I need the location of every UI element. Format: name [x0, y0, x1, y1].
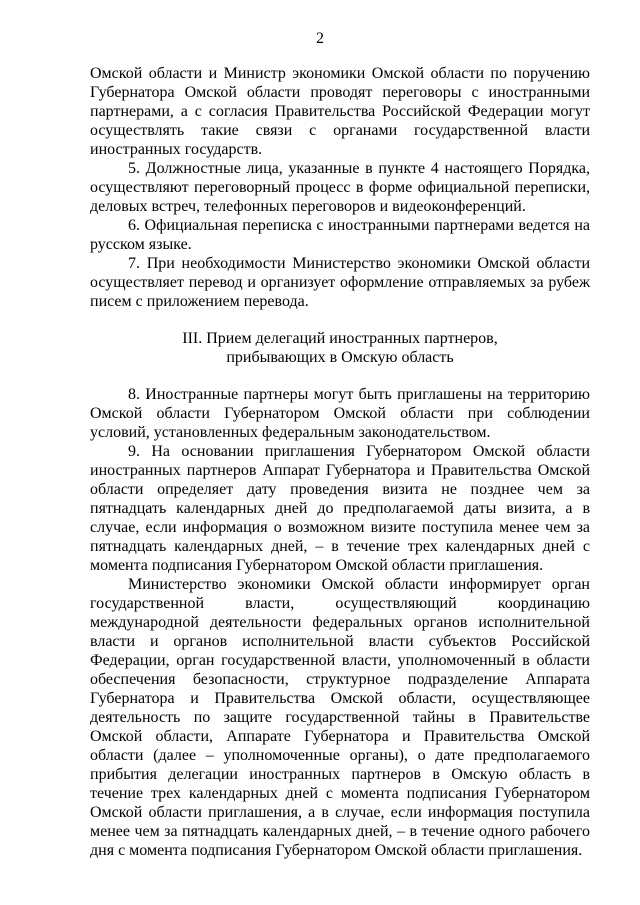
section-heading-line-1: III. Прием делегаций иностранных партнеров,: [182, 330, 498, 347]
paragraph-continuation: Омской области и Министр экономики Омской области по поручению Губернатора Омской области проводят переговоры с иностранными партнерами, а с согласия Правительства Российской Федерации могут осуществлять такие связи с органами государственной власти иностранных государств.: [90, 65, 590, 158]
document-body: [90, 64, 590, 860]
paragraphs-bottom: [90, 385, 590, 860]
paragraph-9: 9. На основании приглашения Губернатором Омской области иностранных партнеров Аппарат Губернатора и Правительства Омской области определяет дату проведения визита не позднее чем за пятнадцать календарных дней до предполагаемой даты визита, а в случае, если информация о возможном визите поступила менее чем за пятнадцать календарных дней, – в течение трех календарных дней с момента подписания Губернатором Омской области приглашения.: [90, 443, 590, 574]
paragraph-8: 8. Иностранные партнеры могут быть приглашены на территорию Омской области Губернатором Омской области при соблюдении условий, установленных федеральным законодательством.: [90, 386, 590, 441]
section-heading: [90, 329, 590, 367]
paragraph-7: 7. При необходимости Министерство экономики Омской области осуществляет перевод и организует оформление отправляемых за рубеж писем с приложением перевода.: [90, 255, 590, 310]
page-number: 2: [316, 30, 324, 47]
section-heading-line-2: прибывающих в Омскую область: [226, 349, 454, 366]
paragraph-6: 6. Официальная переписка с иностранными партнерами ведется на русском языке.: [90, 217, 590, 253]
paragraph-5: 5. Должностные лица, указанные в пункте 4 настоящего Порядка, осуществляют переговорный процесс в форме официальной переписки, деловых встреч, телефонных переговоров и видеоконференций.: [90, 160, 590, 215]
paragraph-ministry-informs: Министерство экономики Омской области информирует орган государственной власти, осуществляющий координацию международной деятельности федеральных органов исполнительной власти и органов исполнительной власти субъектов Российской Федерации, орган государственной власти, уполномоченный в области обеспечения безопасности, структурное подразделение Аппарата Губернатора и Правительства Омской области, осуществляющее деятельность по защите государственной тайны в Правительстве Омской области, Аппарате Губернатора и Правительства Омской области (далее – уполномоченные органы), о дате предполагаемого прибытия делегации иностранных партнеров в Омскую область в течение трех календарных дней с момента подписания Губернатором Омской области приглашения, а в случае, если информация поступила менее чем за пятнадцать календарных дней, – в течение одного рабочего дня с момента подписания Губернатором Омской области приглашения.: [90, 576, 590, 859]
paragraphs-top: [90, 64, 590, 311]
